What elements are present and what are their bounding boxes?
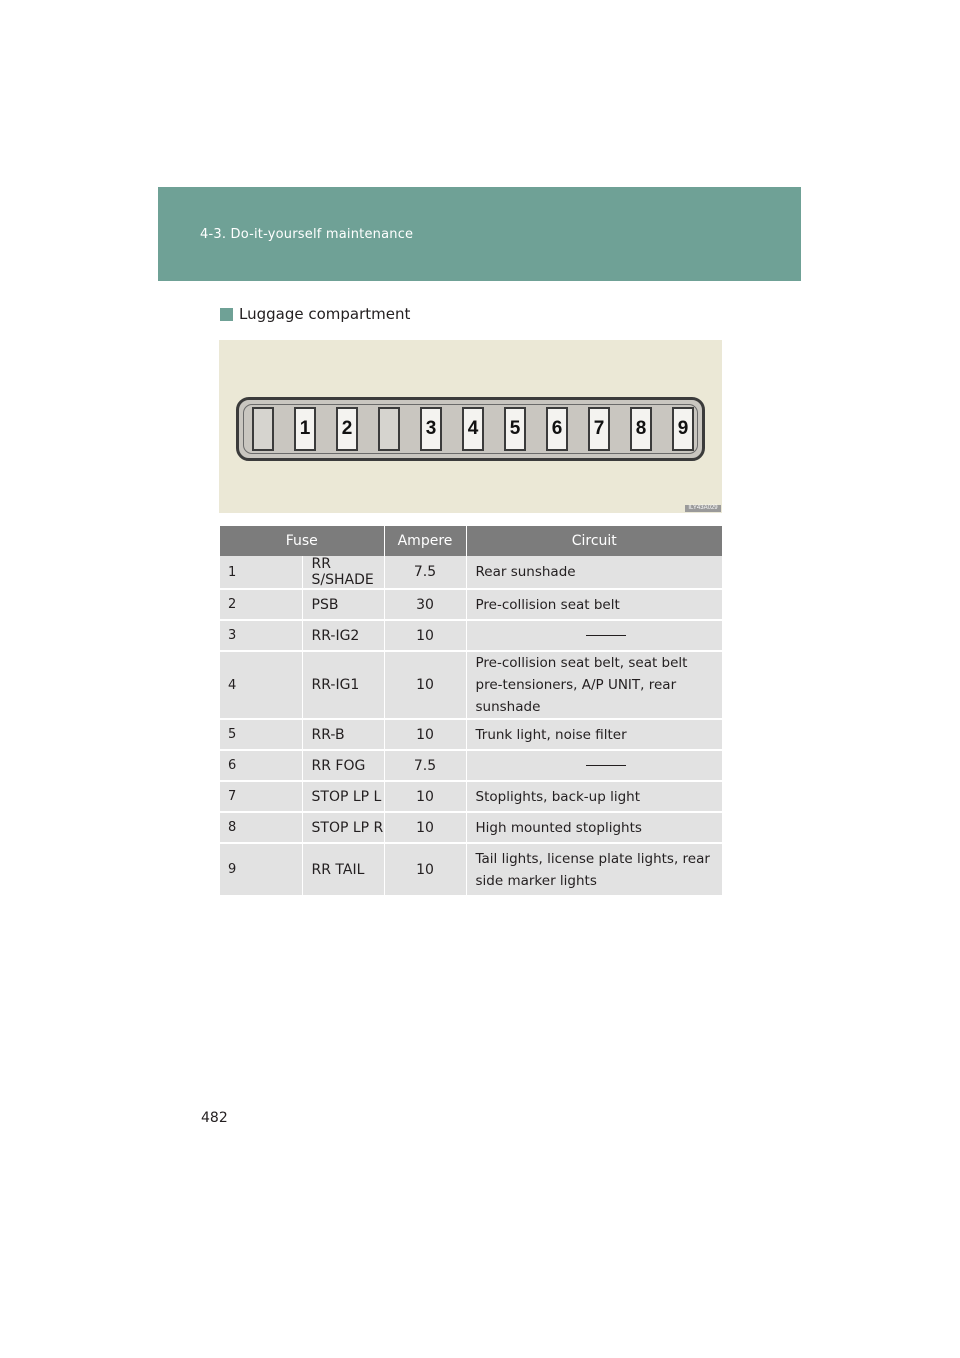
fuse-ampere: 7.5 — [384, 556, 466, 589]
fuse-slot-5: 5 — [504, 407, 526, 451]
fuse-ampere: 10 — [384, 719, 466, 750]
fuse-slot-3: 3 — [420, 407, 442, 451]
fuse-slot-spare — [378, 407, 400, 451]
fuse-name: RR FOG — [302, 750, 384, 781]
fuse-slot-spare — [252, 407, 274, 451]
fuse-slot-8: 8 — [630, 407, 652, 451]
fuse-slot-7: 7 — [588, 407, 610, 451]
column-header-fuse: Fuse — [220, 526, 384, 556]
column-header-circuit: Circuit — [466, 526, 722, 556]
fuse-circuit: Tail lights, license plate lights, rear side marker lights — [466, 843, 722, 896]
square-bullet-icon — [220, 308, 233, 321]
fuse-name: RR-IG2 — [302, 620, 384, 651]
fuse-circuit: Rear sunshade — [466, 556, 722, 589]
fuse-number: 5 — [220, 719, 302, 750]
fuse-circuit: Trunk light, noise filter — [466, 719, 722, 750]
fuse-name: STOP LP R — [302, 812, 384, 843]
table-row — [220, 589, 722, 620]
section-heading — [220, 305, 410, 323]
table-row — [220, 843, 722, 896]
table-row — [220, 781, 722, 812]
table-row — [220, 719, 722, 750]
table-row — [220, 651, 722, 719]
figure-code: ILY43A029 — [685, 505, 721, 512]
fuse-number: 3 — [220, 620, 302, 651]
fuse-circuit: Pre-collision seat belt, seat belt pre-tensioners, A/P UNIT, rear sunshade — [466, 651, 722, 719]
fuse-ampere: 30 — [384, 589, 466, 620]
fuse-name: PSB — [302, 589, 384, 620]
fuse-number: 8 — [220, 812, 302, 843]
fuse-circuit-none — [466, 750, 722, 781]
fuse-name: RR S/SHADE — [302, 556, 384, 589]
fuse-number: 1 — [220, 556, 302, 589]
fuse-circuit: Stoplights, back-up light — [466, 781, 722, 812]
fuse-ampere: 10 — [384, 781, 466, 812]
table-row — [220, 620, 722, 651]
table-row — [220, 556, 722, 589]
fuse-name: RR TAIL — [302, 843, 384, 896]
column-header-ampere: Ampere — [384, 526, 466, 556]
section-title: 4-3. Do-it-yourself maintenance — [200, 227, 414, 242]
fuse-ampere: 10 — [384, 843, 466, 896]
fuse-number: 4 — [220, 651, 302, 719]
fuse-table — [220, 526, 722, 897]
fuse-slot-4: 4 — [462, 407, 484, 451]
fuse-ampere: 10 — [384, 620, 466, 651]
table-row — [220, 750, 722, 781]
fuse-ampere: 10 — [384, 651, 466, 719]
fuse-number: 9 — [220, 843, 302, 896]
fuse-slot-2: 2 — [336, 407, 358, 451]
fuse-ampere: 7.5 — [384, 750, 466, 781]
fuse-number: 7 — [220, 781, 302, 812]
header-band — [158, 187, 801, 281]
fuse-name: RR-B — [302, 719, 384, 750]
dash-mark — [586, 635, 626, 636]
heading-text: Luggage compartment — [239, 305, 411, 323]
fuse-number: 6 — [220, 750, 302, 781]
fuse-slot-6: 6 — [546, 407, 568, 451]
fuse-slot-9: 9 — [672, 407, 694, 451]
fuse-number: 2 — [220, 589, 302, 620]
fuse-box — [236, 397, 705, 461]
dash-mark — [586, 765, 626, 766]
fuse-circuit: Pre-collision seat belt — [466, 589, 722, 620]
fuse-ampere: 10 — [384, 812, 466, 843]
fuse-box-diagram — [219, 340, 722, 513]
fuse-name: RR-IG1 — [302, 651, 384, 719]
table-header-row — [220, 526, 722, 556]
fuse-circuit-none — [466, 620, 722, 651]
table-row — [220, 812, 722, 843]
page-number: 482 — [201, 1110, 228, 1126]
fuse-slot-1: 1 — [294, 407, 316, 451]
fuse-circuit: High mounted stoplights — [466, 812, 722, 843]
fuse-name: STOP LP L — [302, 781, 384, 812]
